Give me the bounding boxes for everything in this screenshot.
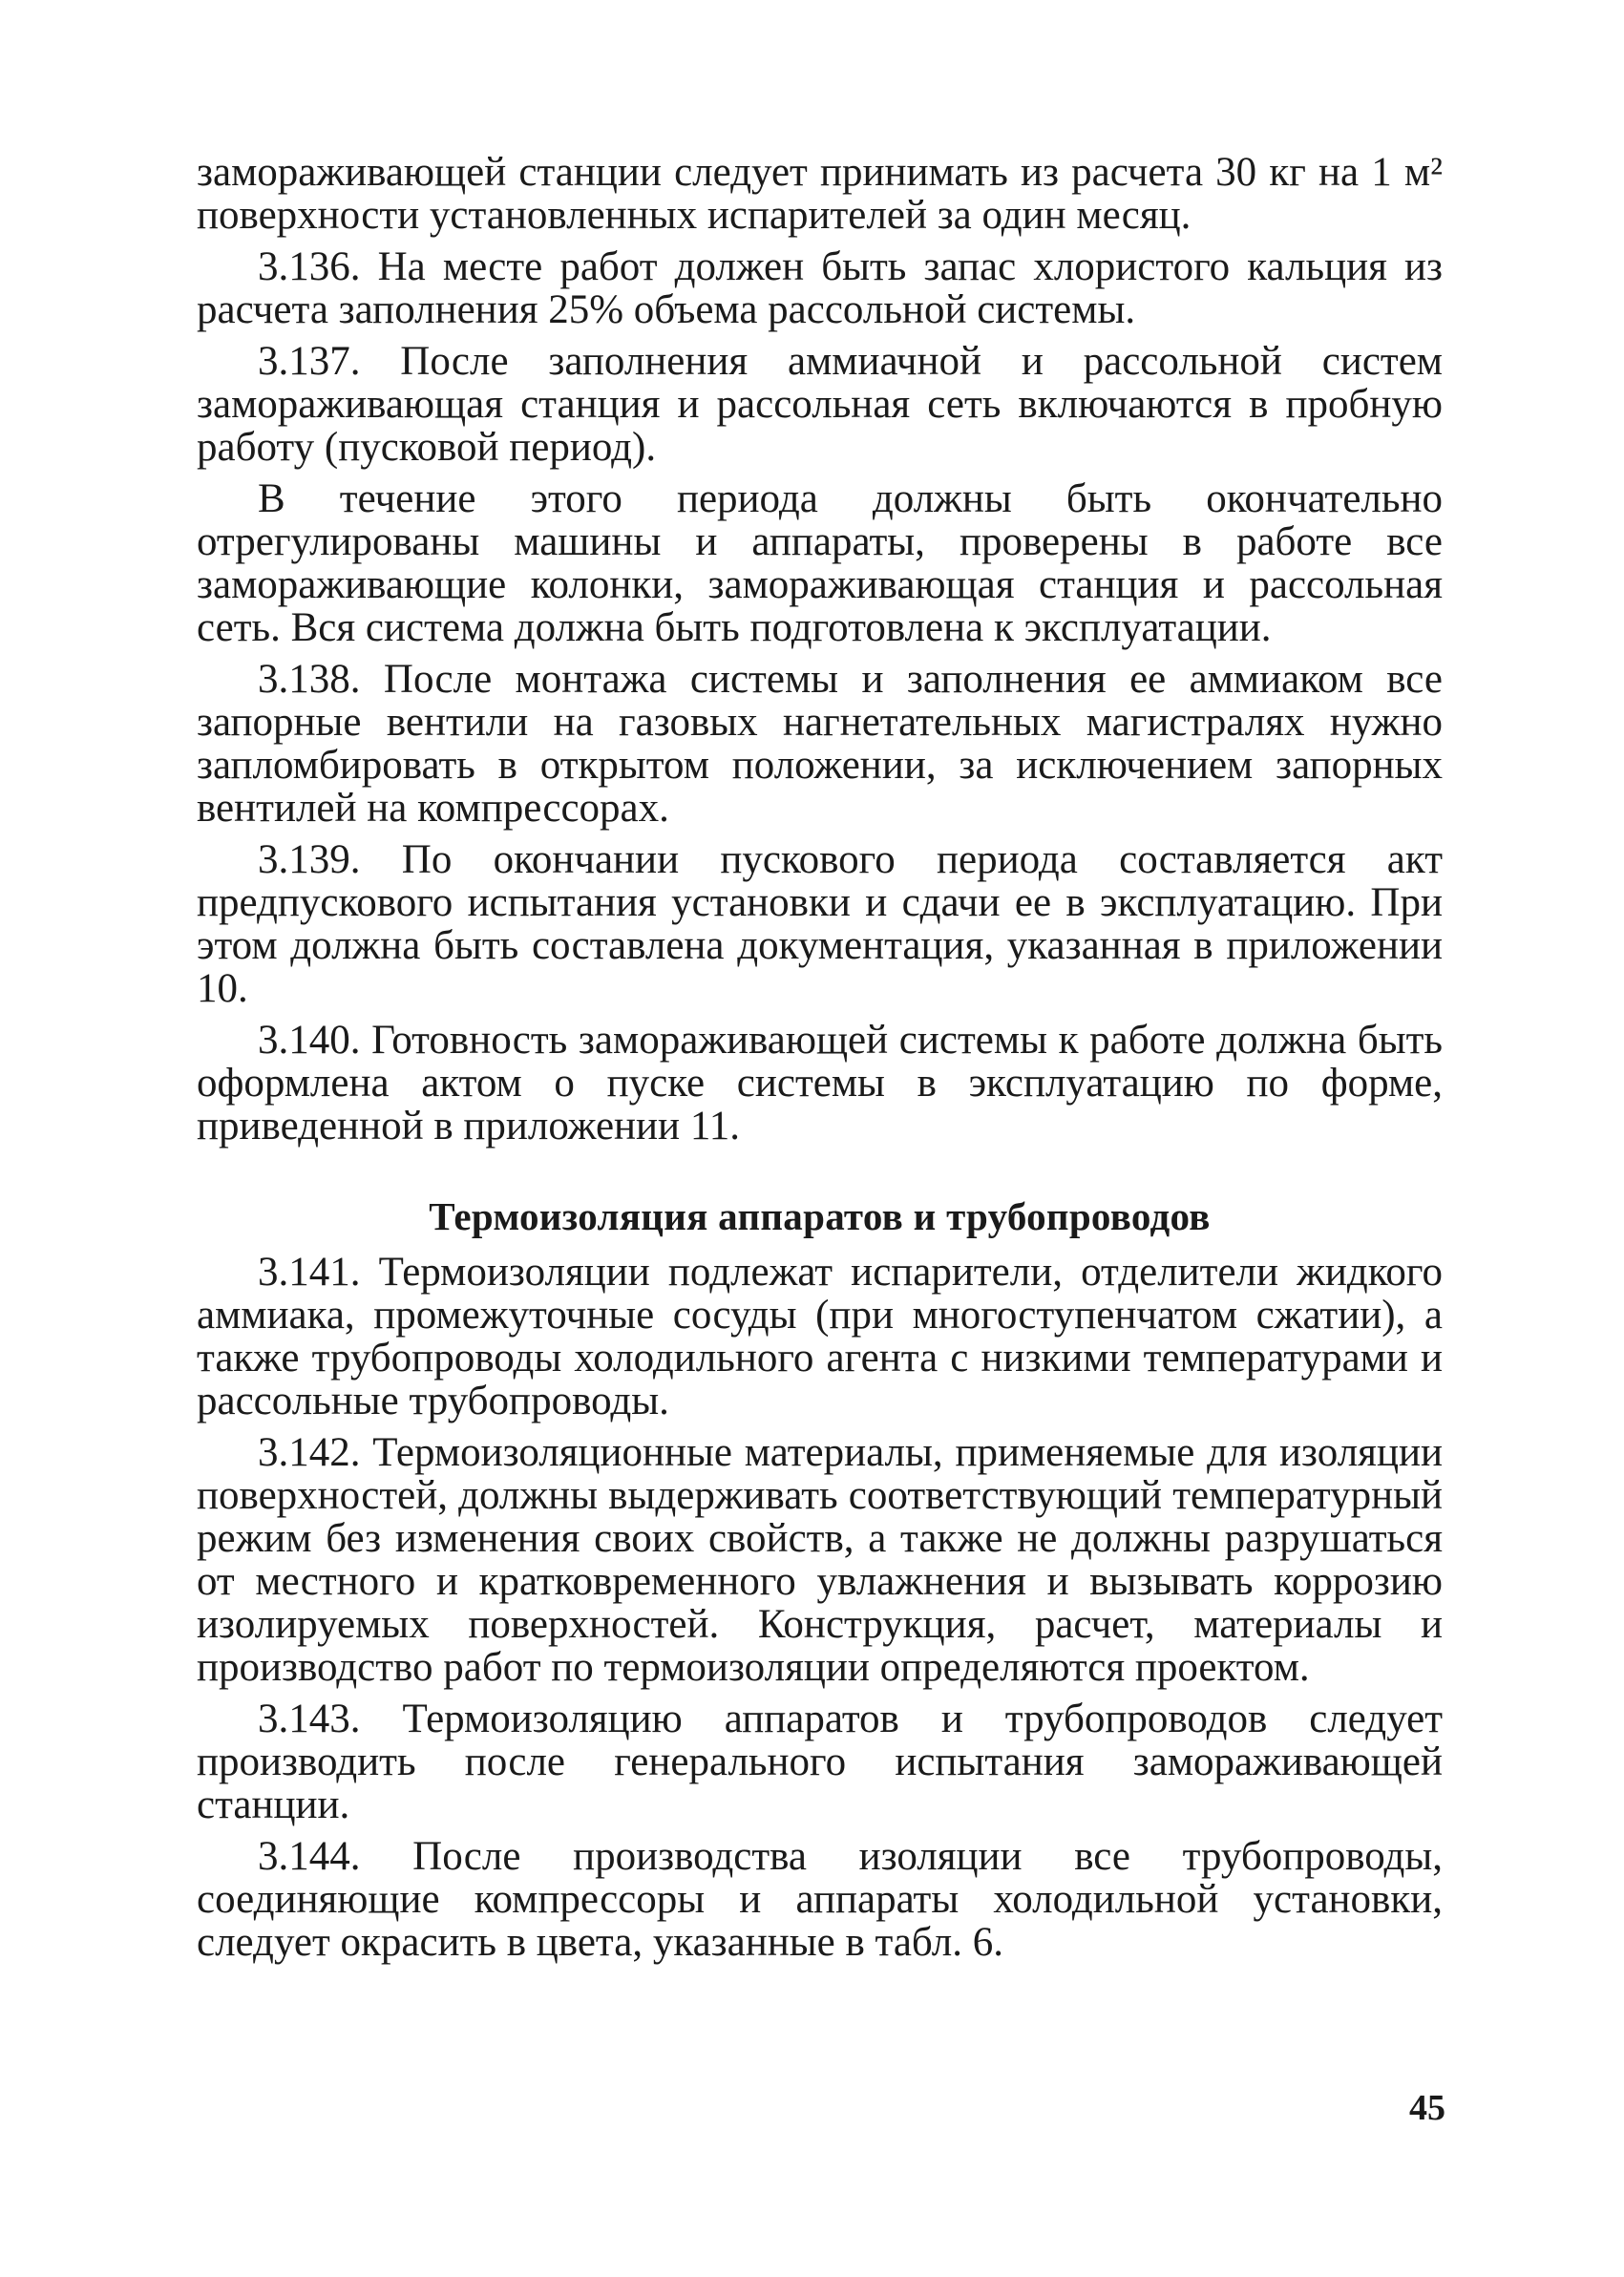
paragraph-3-142: 3.142. Термоизоляционные материалы, применяемые для изоляции поверхностей, должны выдерживать соответствующий температурный режим без изменения своих свойств, а также не должны разрушаться от местного и кратковременного увлажнения и вызывать коррозию изолируемых поверхностей. Конструкция, расчет, материалы и производство работ по термоизоляции определяются проектом. bbox=[197, 1430, 1443, 1690]
paragraph-3-139: 3.139. По окончании пускового периода составляется акт предпускового испытания установки и сдачи ее в эксплуатацию. При этом должна быть составлена документация, указанная в приложении 10. bbox=[197, 837, 1443, 1011]
paragraph-3-137: 3.137. После заполнения аммиачной и рассольной систем замораживающая станция и рассольная сеть включаются в пробную работу (пусковой период). bbox=[197, 339, 1443, 470]
paragraph-3-143: 3.143. Термоизоляцию аппаратов и трубопроводов следует производить после генерального испытания замораживающей станции. bbox=[197, 1697, 1443, 1827]
paragraph-continuation: замораживающей станции следует принимать из расчета 30 кг на 1 м² поверхности установленных испарителей за один месяц. bbox=[197, 150, 1443, 238]
paragraph-3-136: 3.136. На месте работ должен быть запас хлористого кальция из расчета заполнения 25% объема рассольной системы. bbox=[197, 244, 1443, 332]
paragraph-3-140: 3.140. Готовность замораживающей системы к работе должна быть оформлена актом о пуске системы в эксплуатацию по форме, приведенной в приложении 11. bbox=[197, 1018, 1443, 1149]
section-paragraphs-block bbox=[197, 1251, 1443, 1964]
paragraph-3-141: 3.141. Термоизоляции подлежат испарители, отделители жидкого аммиака, промежуточные сосуды (при многоступенчатом сжатии), а также трубопроводы холодильного агента с низкими температурами и рассольные трубопроводы. bbox=[197, 1250, 1443, 1423]
paragraph-3-137-cont: В течение этого периода должны быть окончательно отрегулированы машины и аппараты, проверены в работе все замораживающие колонки, замораживающая станция и рассольная сеть. Вся система должна быть подготовлена к эксплуатации. bbox=[197, 476, 1443, 650]
paragraphs-block bbox=[197, 151, 1443, 1148]
section-heading: Термоизоляция аппаратов и трубопроводов bbox=[429, 1194, 1211, 1238]
paragraph-3-138: 3.138. После монтажа системы и заполнения ее аммиаком все запорные вентили на газовых нагнетательных магистралях нужно запломбировать в открытом положении, за исключением запорных вентилей на компрессорах. bbox=[197, 657, 1443, 831]
page-number: 45 bbox=[1409, 2088, 1445, 2128]
paragraph-3-144: 3.144. После производства изоляции все трубопроводы, соединяющие компрессоры и аппараты холодильной установки, следует окрасить в цвета, указанные в табл. 6. bbox=[197, 1834, 1443, 1965]
